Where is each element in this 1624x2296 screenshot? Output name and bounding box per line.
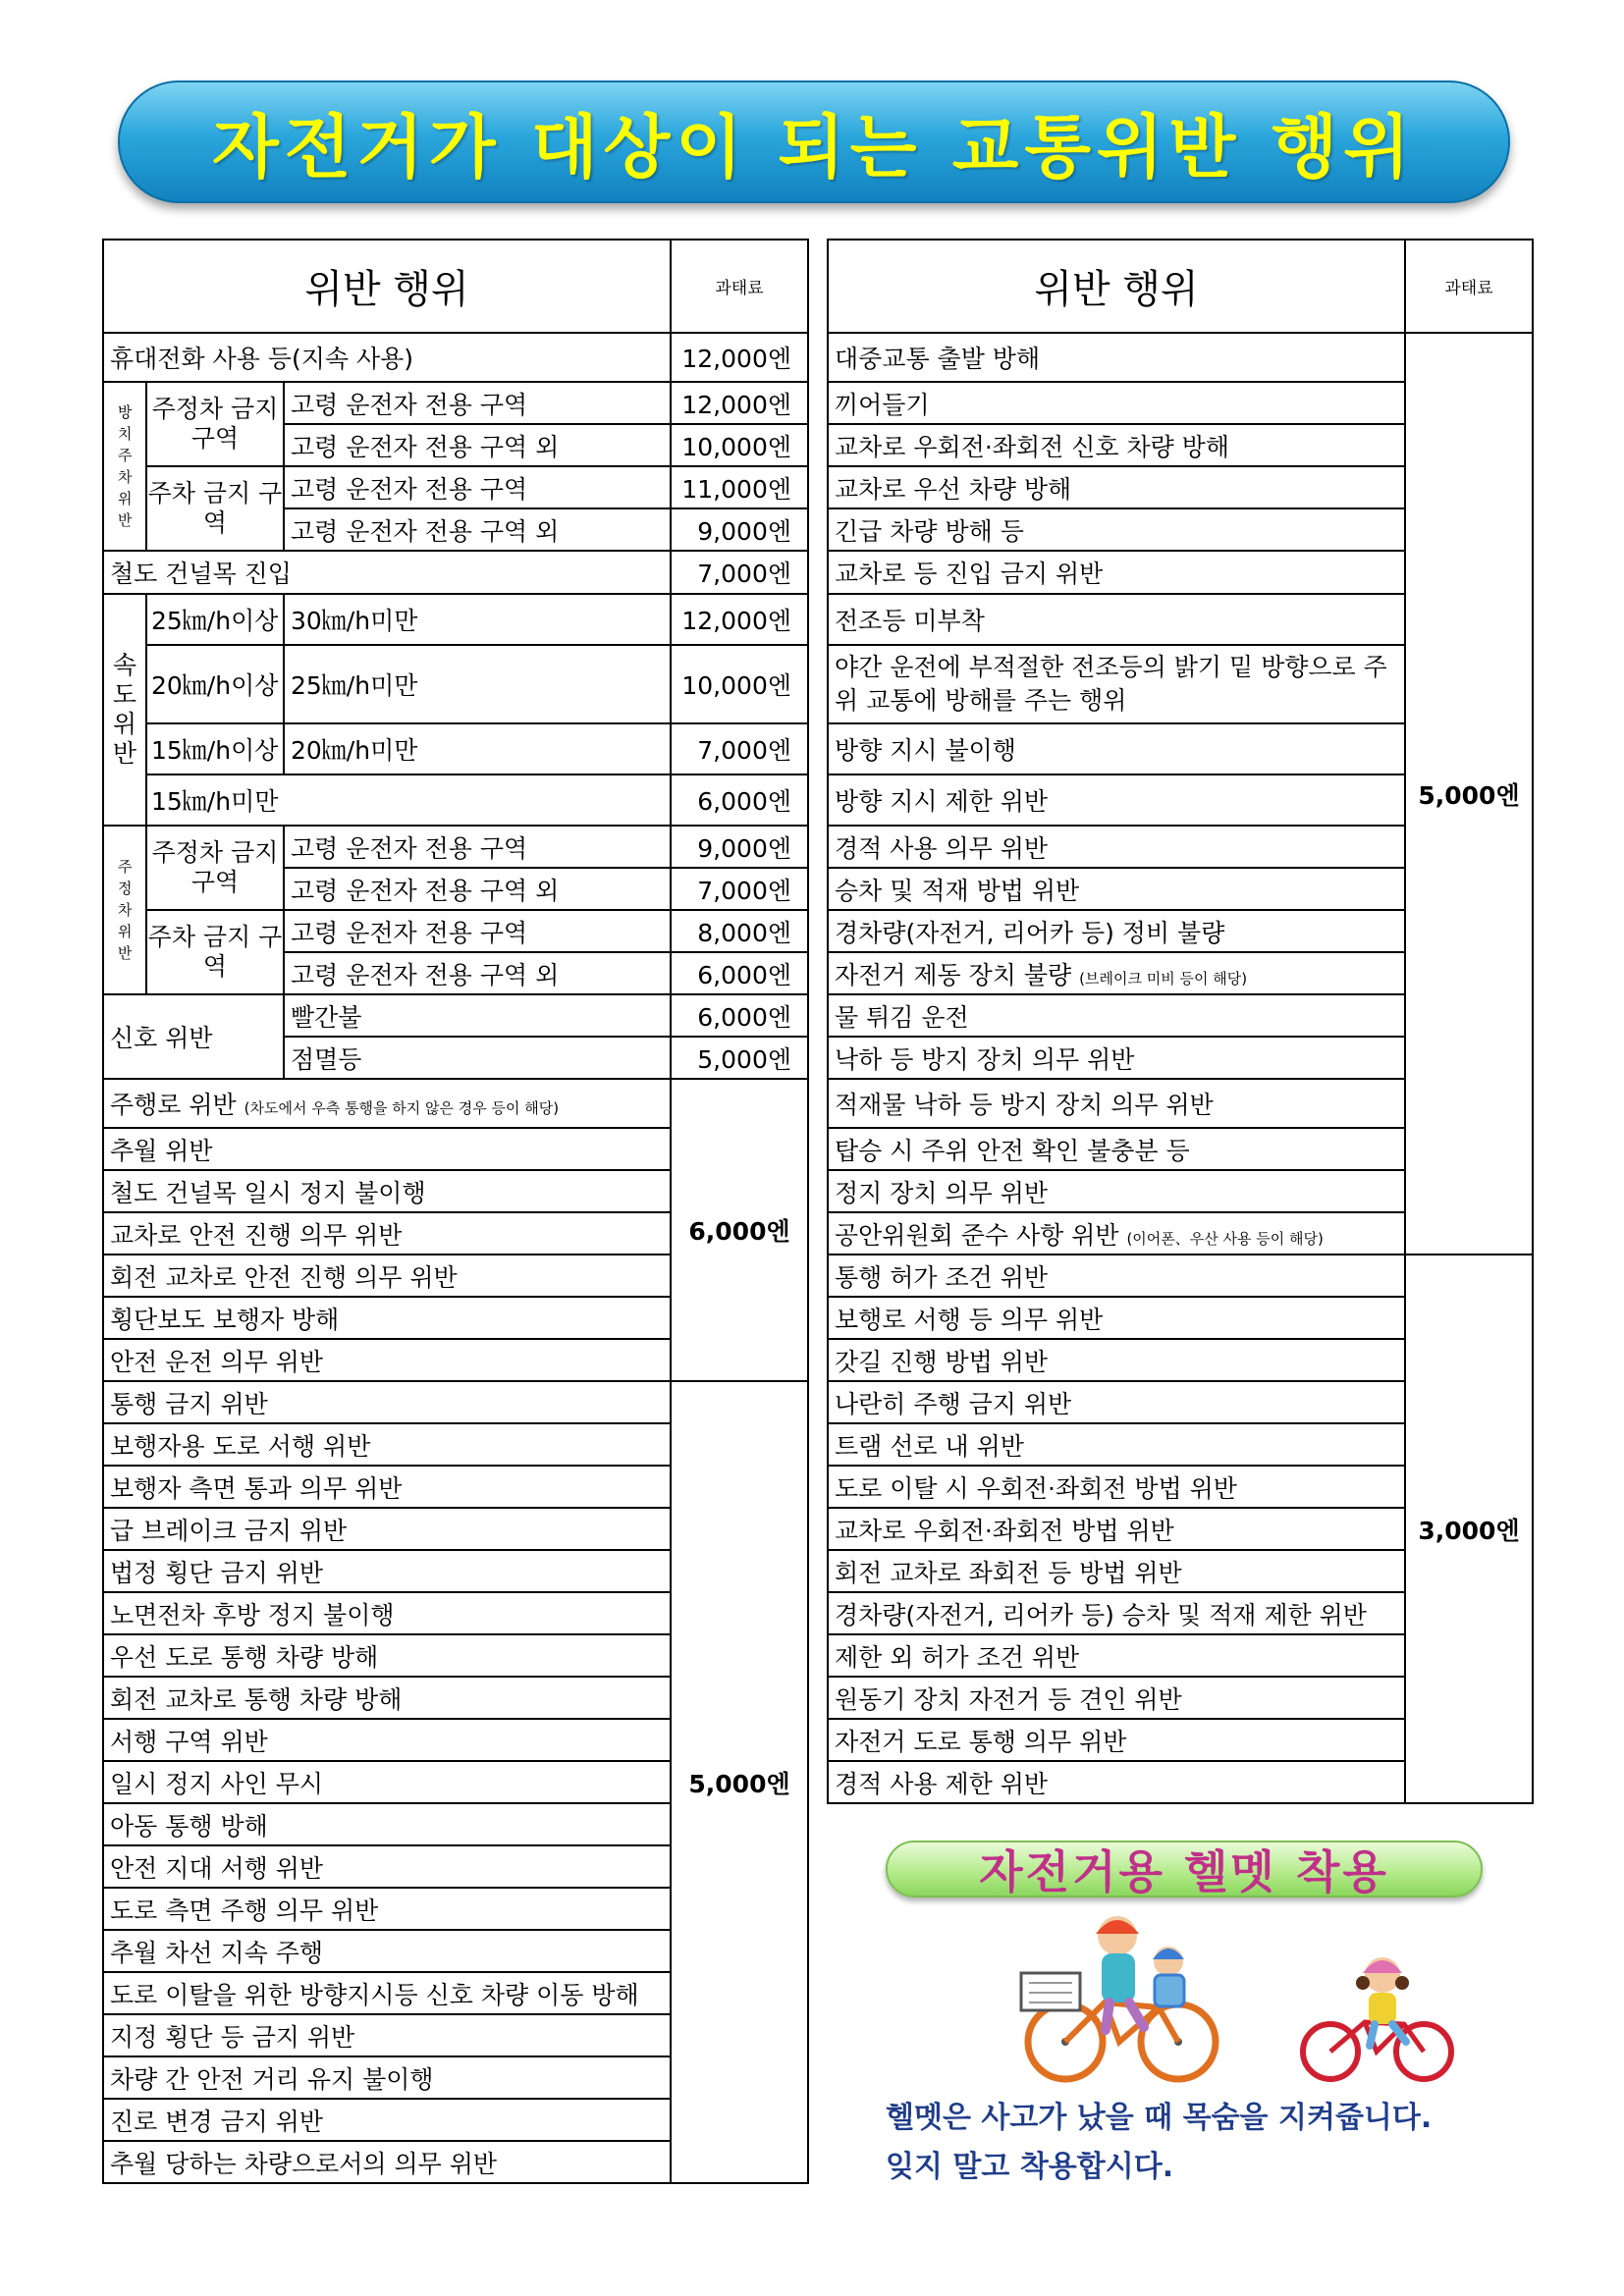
- bicycle-with-child-icon: [1303, 1957, 1451, 2079]
- violation-label: 도로 이탈을 위한 방향지시등 신호 차량 이동 방해: [103, 1972, 671, 2014]
- speed-to: 20㎞/h미만: [284, 723, 671, 774]
- speed-from: 15㎞/h이상: [146, 723, 284, 774]
- violation-label: 차량 간 안전 거리 유지 불이행: [103, 2056, 671, 2099]
- violation-note: (이어폰、우산 사용 등이 해당): [1126, 1229, 1324, 1248]
- violation-label: 보행로 서행 등 의무 위반: [828, 1297, 1405, 1339]
- zone-label: 고령 운전자 전용 구역: [284, 382, 671, 424]
- zone-label: 고령 운전자 전용 구역 외: [284, 952, 671, 994]
- fine-value: 12,000엔: [671, 594, 808, 645]
- violation-label: 도로 측면 주행 의무 위반: [103, 1888, 671, 1930]
- zone-label: 고령 운전자 전용 구역 외: [284, 508, 671, 551]
- fine-value: 12,000엔: [671, 382, 808, 424]
- violation-note: (차도에서 우측 통행을 하지 않은 경우 등이 해당): [244, 1099, 560, 1117]
- speed-from: 25㎞/h이상: [146, 594, 284, 645]
- fine-value: 6,000엔: [671, 774, 808, 826]
- helmet-title: 자전거용 헬멧 착용: [979, 1845, 1389, 1898]
- violation-label: 통행 금지 위반: [103, 1381, 671, 1423]
- title-banner: [118, 80, 1510, 203]
- violation-label: 대중교통 출발 방해: [828, 333, 1405, 382]
- violation-label: 끼어들기: [828, 382, 1405, 424]
- violation-label: 경차량(자전거, 리어카 등) 정비 불량: [828, 910, 1405, 952]
- violation-label: 교차로 우회전·좌회전 방법 위반: [828, 1508, 1405, 1550]
- violation-label: 자전거 제동 장치 불량 (브레이크 미비 등이 해당): [828, 952, 1405, 994]
- violation-label: 갓길 진행 방법 위반: [828, 1339, 1405, 1381]
- violation-label: 지정 횡단 등 금지 위반: [103, 2014, 671, 2056]
- table-row: [103, 333, 808, 382]
- group-label-abandoned-parking: 방치주차위반: [103, 382, 146, 551]
- table-row: [103, 774, 808, 826]
- zone-type-no-park: 주차 금지 구역: [146, 466, 284, 551]
- table-row: [103, 1079, 808, 1128]
- violation-label: 도로 이탈 시 우회전·좌회전 방법 위반: [828, 1466, 1405, 1508]
- fine-value: 8,000엔: [671, 910, 808, 952]
- violation-label: 낙하 등 방지 장치 의무 위반: [828, 1037, 1405, 1079]
- violation-label: 공안위원회 준수 사항 위반 (이어폰、우산 사용 등이 해당): [828, 1212, 1405, 1255]
- violation-label: 진로 변경 금지 위반: [103, 2099, 671, 2141]
- table-row: [103, 826, 808, 868]
- violation-label: 트램 선로 내 위반: [828, 1423, 1405, 1466]
- violation-label: 안전 운전 의무 위반: [103, 1339, 671, 1381]
- page-title: 자전거가 대상이 되는 교통위반 행위: [212, 107, 1416, 187]
- header-violation: 위반 행위: [103, 240, 671, 333]
- violation-label: 철도 건널목 일시 정지 불이행: [103, 1170, 671, 1212]
- header-violation: 위반 행위: [828, 240, 1405, 333]
- zone-type-no-stop: 주정차 금지 구역: [146, 826, 284, 910]
- violation-note: (브레이크 미비 등이 해당): [1079, 969, 1248, 988]
- fine-value: 9,000엔: [671, 826, 808, 868]
- fine-group-3000: 3,000엔: [1405, 1255, 1533, 1803]
- table-row: [103, 994, 808, 1037]
- violation-label: 추월 당하는 차량으로서의 의무 위반: [103, 2141, 671, 2183]
- zone-label: 고령 운전자 전용 구역 외: [284, 868, 671, 910]
- speed-to: 25㎞/h미만: [284, 645, 671, 723]
- violation-label: 야간 운전에 부적절한 전조등의 밝기 밑 방향으로 주위 교통에 방해를 주는 행위: [828, 645, 1405, 723]
- violation-label: 방향 지시 불이행: [828, 723, 1405, 774]
- violation-label: 적재물 낙하 등 방지 장치 의무 위반: [828, 1079, 1405, 1128]
- group-label-stopping: 주정차위반: [103, 826, 146, 994]
- violation-label: 교차로 우회전·좌회전 신호 차량 방해: [828, 424, 1405, 466]
- zone-label: 고령 운전자 전용 구역 외: [284, 424, 671, 466]
- table-header: [828, 240, 1533, 333]
- zone-label: 고령 운전자 전용 구역: [284, 466, 671, 508]
- helmet-message-line2: 잊지 말고 착용합시다.: [886, 2150, 1174, 2184]
- violation-label: 일시 정지 사인 무시: [103, 1761, 671, 1803]
- right-violation-table: [827, 239, 1534, 1804]
- table-row: [103, 723, 808, 774]
- table-row: [103, 466, 808, 508]
- violation-label: 추월 위반: [103, 1128, 671, 1170]
- fine-value: 11,000엔: [671, 466, 808, 508]
- table-row: [103, 594, 808, 645]
- violation-label: 경차량(자전거, 리어카 등) 승차 및 적재 제한 위반: [828, 1592, 1405, 1634]
- violation-label: 주행로 위반 (차도에서 우측 통행을 하지 않은 경우 등이 해당): [103, 1079, 671, 1128]
- fine-group-5000: 5,000엔: [671, 1381, 808, 2183]
- speed-from: 20㎞/h이상: [146, 645, 284, 723]
- fine-value: 7,000엔: [671, 723, 808, 774]
- violation-label: 교차로 우선 차량 방해: [828, 466, 1405, 508]
- fine-value: 9,000엔: [671, 508, 808, 551]
- violation-label: 휴대전화 사용 등(지속 사용): [103, 333, 671, 382]
- violation-label: 서행 구역 위반: [103, 1719, 671, 1761]
- fine-group-5000: 5,000엔: [1405, 333, 1533, 1255]
- violation-label: 탑승 시 주위 안전 확인 불충분 등: [828, 1128, 1405, 1170]
- fine-value: 7,000엔: [671, 868, 808, 910]
- signal-type: 빨간불: [284, 994, 671, 1037]
- signal-type: 점멸등: [284, 1037, 671, 1079]
- fine-value: 12,000엔: [671, 333, 808, 382]
- signal-violation-label: 신호 위반: [103, 994, 284, 1079]
- violation-label: 경적 사용 제한 위반: [828, 1761, 1405, 1803]
- speed-from: 15㎞/h미만: [146, 774, 671, 826]
- violation-label: 제한 외 허가 조건 위반: [828, 1634, 1405, 1677]
- violation-label: 긴급 차량 방해 등: [828, 508, 1405, 551]
- header-fine: 과태료: [671, 240, 808, 333]
- table-row: [103, 551, 808, 594]
- violation-label: 전조등 미부착: [828, 594, 1405, 645]
- table-row: [103, 910, 808, 952]
- violation-label: 나란히 주행 금지 위반: [828, 1381, 1405, 1423]
- violation-label: 회전 교차로 통행 차량 방해: [103, 1677, 671, 1719]
- table-row: [828, 333, 1533, 382]
- violation-label: 법정 횡단 금지 위반: [103, 1550, 671, 1592]
- violation-label: 보행자 측면 통과 의무 위반: [103, 1466, 671, 1508]
- cyclists-illustration: [1011, 1914, 1473, 2086]
- violation-label: 안전 지대 서행 위반: [103, 1845, 671, 1888]
- violation-label: 급 브레이크 금지 위반: [103, 1508, 671, 1550]
- violation-label: 우선 도로 통행 차량 방해: [103, 1634, 671, 1677]
- violation-label: 자전거 도로 통행 의무 위반: [828, 1719, 1405, 1761]
- violation-label: 횡단보도 보행자 방해: [103, 1297, 671, 1339]
- helmet-message-line1: 헬멧은 사고가 났을 때 목숨을 지켜줍니다.: [886, 2101, 1433, 2135]
- violation-label: 보행자용 도로 서행 위반: [103, 1423, 671, 1466]
- violation-label: 아동 통행 방해: [103, 1803, 671, 1845]
- group-label-speeding: 속도위반: [103, 594, 146, 826]
- table-row: [828, 1255, 1533, 1297]
- header-fine: 과태료: [1405, 240, 1533, 333]
- violation-label: 경적 사용 의무 위반: [828, 826, 1405, 868]
- fine-value: 7,000엔: [671, 551, 808, 594]
- violation-label: 추월 차선 지속 주행: [103, 1930, 671, 1972]
- violation-label: 승차 및 적재 방법 위반: [828, 868, 1405, 910]
- zone-type-no-stop: 주정차 금지 구역: [146, 382, 284, 466]
- zone-type-no-park: 주차 금지 구역: [146, 910, 284, 994]
- violation-label: 방향 지시 제한 위반: [828, 774, 1405, 826]
- fine-value: 6,000엔: [671, 994, 808, 1037]
- fine-value: 5,000엔: [671, 1037, 808, 1079]
- violation-label: 회전 교차로 좌회전 등 방법 위반: [828, 1550, 1405, 1592]
- table-header: [103, 240, 808, 333]
- table-row: [103, 382, 808, 424]
- violation-label: 통행 허가 조건 위반: [828, 1255, 1405, 1297]
- violation-label: 물 튀김 운전: [828, 994, 1405, 1037]
- bicycle-with-parent-icon: [1021, 1916, 1216, 2079]
- fine-value: 10,000엔: [671, 645, 808, 723]
- violation-label: 철도 건널목 진입: [103, 551, 671, 594]
- violation-label: 원동기 장치 자전거 등 견인 위반: [828, 1677, 1405, 1719]
- left-violation-table: [102, 239, 809, 2184]
- violation-label: 교차로 안전 진행 의무 위반: [103, 1212, 671, 1255]
- table-row: [103, 645, 808, 723]
- violation-label: 정지 장치 의무 위반: [828, 1170, 1405, 1212]
- fine-value: 6,000엔: [671, 952, 808, 994]
- speed-to: 30㎞/h미만: [284, 594, 671, 645]
- fine-group-6000: 6,000엔: [671, 1079, 808, 1381]
- zone-label: 고령 운전자 전용 구역: [284, 910, 671, 952]
- zone-label: 고령 운전자 전용 구역: [284, 826, 671, 868]
- violation-label: 교차로 등 진입 금지 위반: [828, 551, 1405, 594]
- violation-label: 노면전차 후방 정지 불이행: [103, 1592, 671, 1634]
- violation-label: 회전 교차로 안전 진행 의무 위반: [103, 1255, 671, 1297]
- table-row: [103, 1381, 808, 1423]
- fine-value: 10,000엔: [671, 424, 808, 466]
- helmet-banner: [886, 1841, 1483, 1897]
